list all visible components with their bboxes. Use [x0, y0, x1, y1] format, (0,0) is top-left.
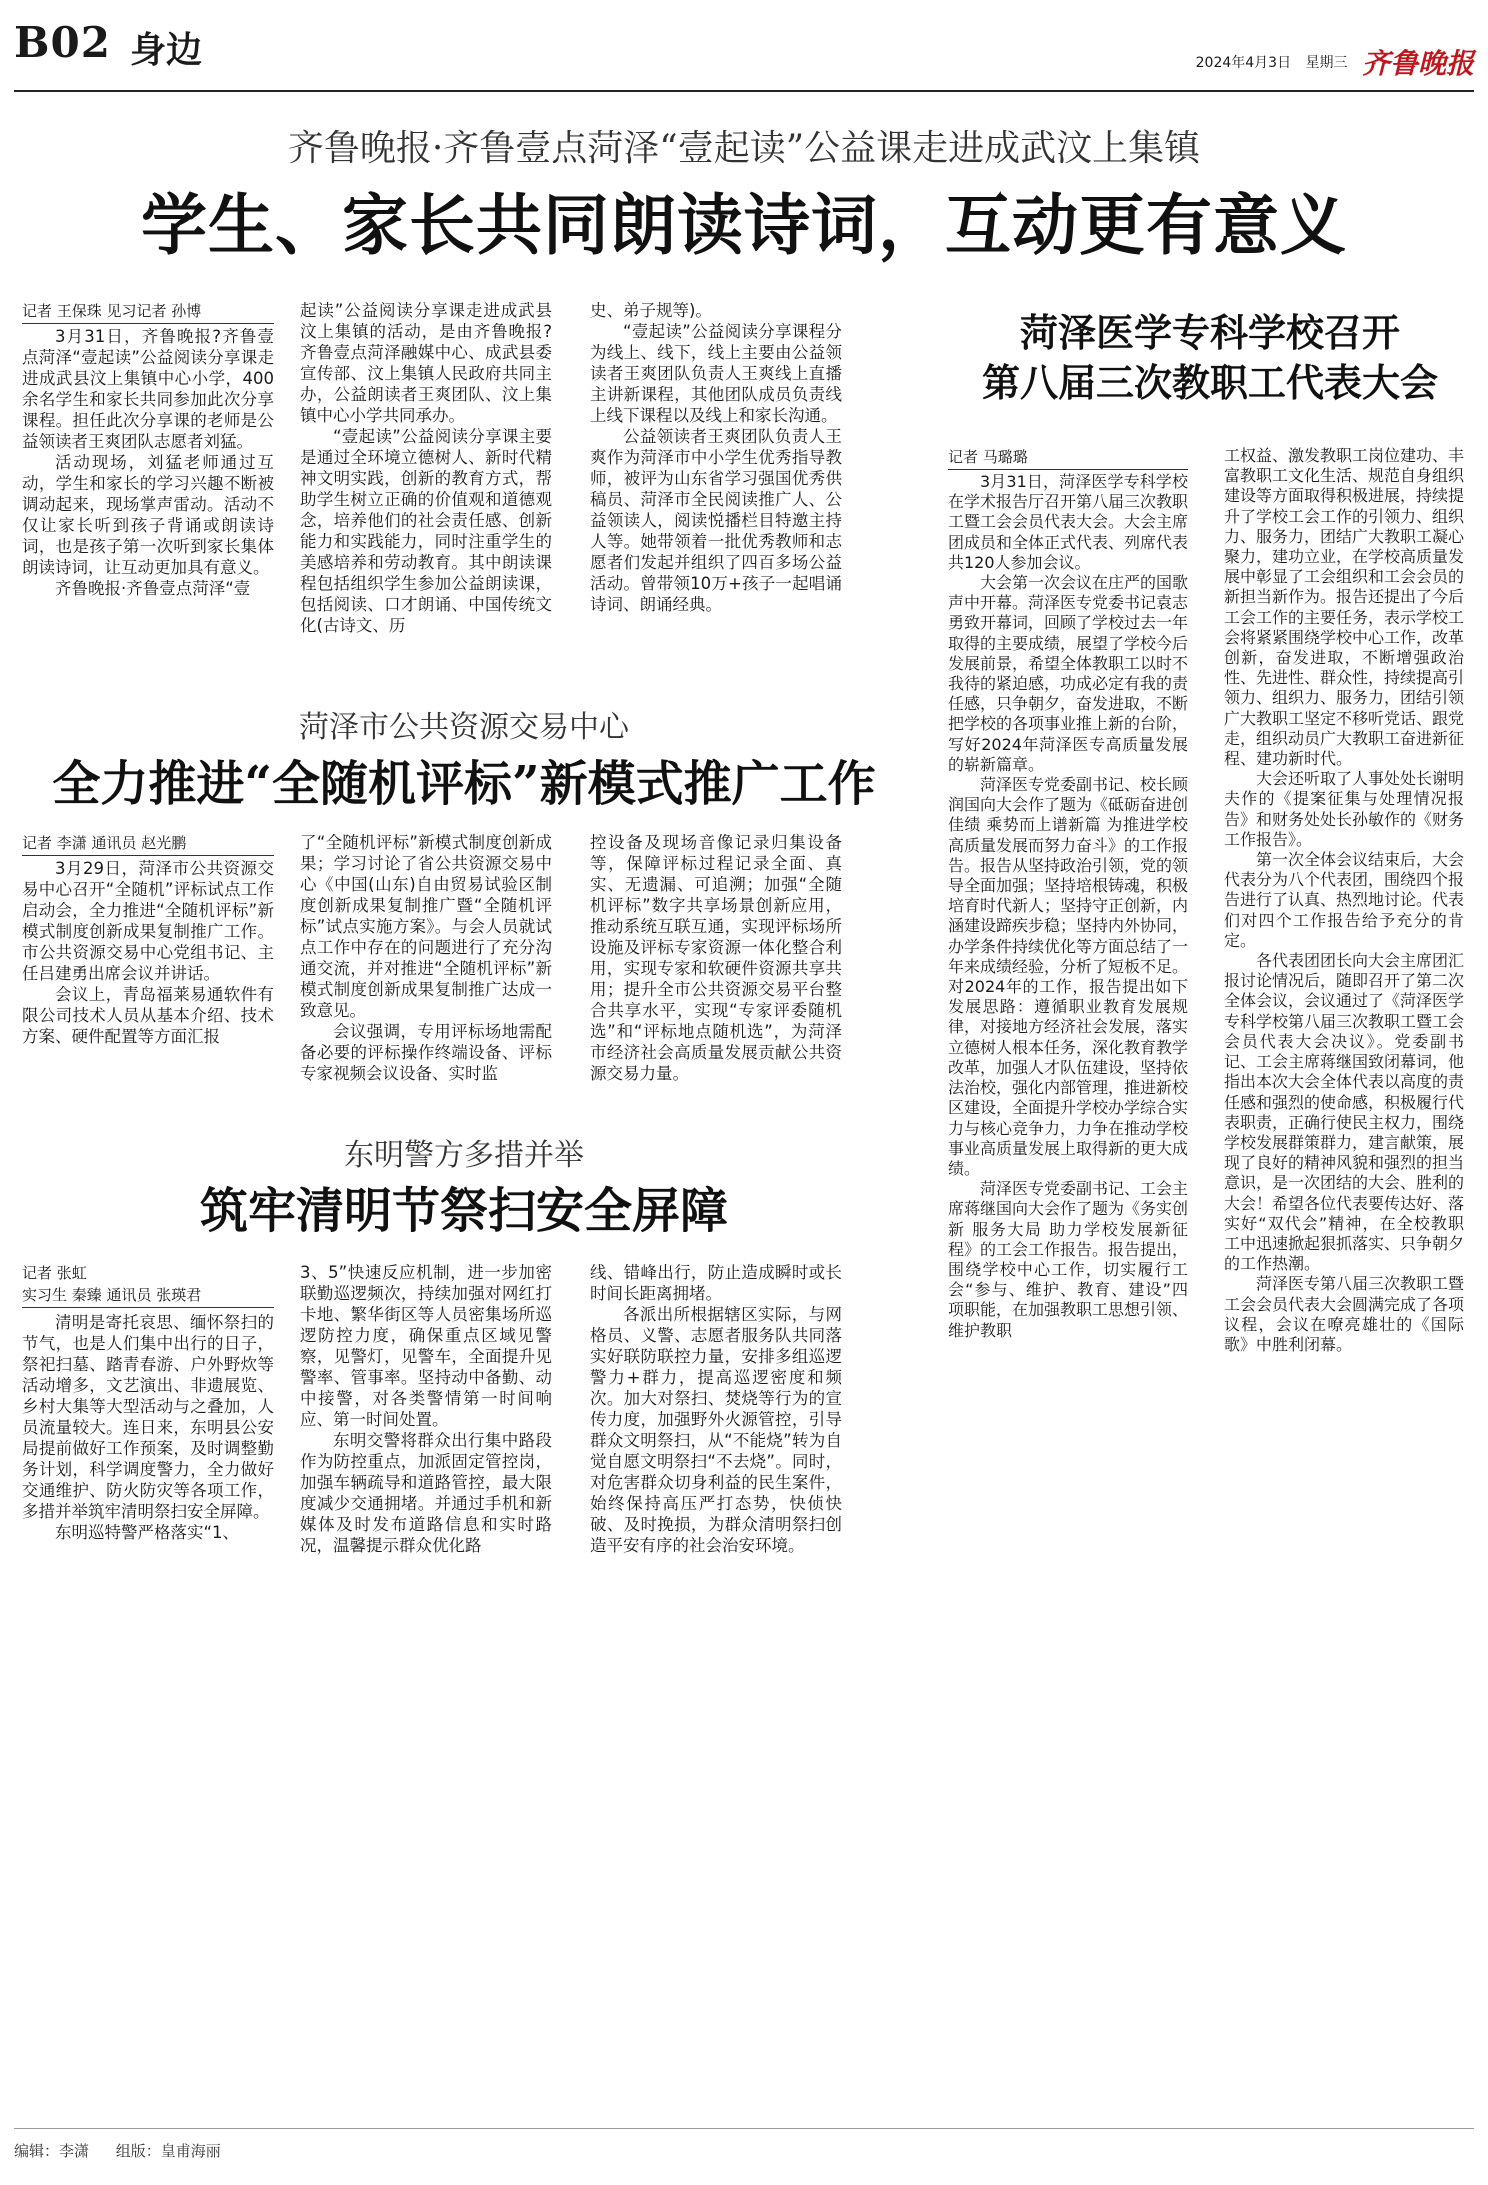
masthead-logo: 齐鲁晚报 [1361, 47, 1474, 80]
article4-col1: 3月31日，菏泽医学专科学校在学术报告厅召开第八届三次教职工暨工会会员代表大会。大会主席团成员和全体正式代表、列席代表共120人参加会议。 大会第一次会议在庄严的国歌声中开幕。菏泽医专党委书记袁志勇致开幕词，回顾了学校过去一年取得的主要成绩，展望了学校今后发展前景，希望全体教职工以时不我待的紧迫感，功成必定有我的责任感，只争朝夕，奋发进取，不断把学校的各项事业推上新的台阶，写好2024年菏泽医专高质量发展的崭新篇章。 菏泽医专党委副书记、校长顾润国向大会作了题为《砥砺奋进创佳绩 乘势而上谱新篇 为推进学校高质量发展而努力奋斗》的工作报告。报告从坚持政治引领，党的领导全面加强；坚持培根铸魂，积极培育时代新人；坚持守正创新，内涵建设蹄疾步稳；坚持内外协同，办学条件持续优化等方面总结了一年来成绩经验，分析了短板不足。对2024年的工作，报告提出如下发展思路：遵循职业教育发展规律，对接地方经济社会发展，落实立德树人根本任务，深化教育教学改革，加强人才队伍建设，坚持依法治校，强化内部管理，推进新校区建设，全面提升学校办学综合实力与核心竞争力，力争在推动学校事业高质量发展上取得新的更大成绩。 菏泽医专党委副书记、工会主席蒋继国向大会作了题为《务实创新 服务大局 助力学校发展新征程》的工会工作报告。报告提出，围绕学校中心工作，切实履行工会“参与、维护、教育、建设”四项职能，在加强教职工思想引领、维护教职 [948, 472, 1189, 1340]
article1-title: 学生、家长共同朗读诗词，互动更有意义 [141, 186, 1347, 264]
article4-col2: 工权益、激发教职工岗位建功、丰富教职工文化生活、规范自身组织建设等方面取得积极进展，持续提升了学校工会工作的引领力、组织力、服务力，团结广大教职工凝心聚力，建功立业，在学校高质量发展中彰显了工会组织和工会会员的新担当新作为。报告还提出了今后工会工作的主要任务，表示学校工会将紧紧围绕学校中心工作，改革创新，奋发进取，不断增强政治性、先进性、群众性，持续提高引领力、组织力、服务力，团结引领广大教职工坚定不移听党话、跟党走，组织动员广大教职工奋进新征程、建功新时代。 大会还听取了人事处处长谢明夫作的《提案征集与处理情况报告》和财务处处长孙敏作的《财务工作报告》。 第一次全体会议结束后，大会代表分为八个代表团，围绕四个报告进行了认真、热烈地讨论。代表们对四个工作报告给予充分的肯定。 各代表团团长向大会主席团汇报讨论情况后，随即召开了第二次全体会议，会议通过了《菏泽医学专科学校第八届三次教职工暨工会会员代表大会决议》。党委副书记、工会主席蒋继国致闭幕词，他指出本次大会全体代表以高度的责任感和强烈的使命感，积极履行代表职责，正确行使民主权力，围绕学校发展群策群力，建言献策，展现了良好的精神风貌和强烈的担当意识，是一次团结的大会、胜利的大会！希望各位代表要传达好、落实好“双代会”精神，在全校教职工中迅速掀起狠抓落实、只争朝夕的工作热潮。 菏泽医专第八届三次教职工暨工会会员代表大会圆满完成了各项议程，会议在嘹亮雄壮的《国际歌》中胜利闭幕。 [1224, 446, 1465, 1354]
article2-col1: 3月29日，菏泽市公共资源交易中心召开“全随机”评标试点工作启动会，全力推进“全随机评标”新模式制度创新成果复制推广工作。市公共资源交易中心党组书记、主任吕建勇出席会议并讲话。 会议上，青岛福莱易通软件有限公司技术人员从基本介绍、技术方案、硬件配置等方面汇报 [22, 859, 274, 1046]
article1-kicker: 齐鲁晚报·齐鲁壹点菏泽“壹起读”公益课走进成武汶上集镇 [287, 128, 1201, 169]
footer-editor: 编辑：李潇 [14, 2142, 90, 2160]
article1-byline: 记者 王保珠 见习记者 孙博 [22, 300, 274, 324]
article4-title-line1: 菏泽医学专科学校召开 [1019, 310, 1400, 355]
article2-col2: 了“全随机评标”新模式制度创新成果；学习讨论了省公共资源交易中心《中国(山东)自由贸易试验区制度创新成果复制推广暨“全随机评标”试点实施方案》。与会人员就试点工作中存在的问题进行了充分沟通交流，并对推进“全随机评标”新模式制度创新成果复制推广达成一致意见。 会议强调，专用评标场地需配备必要的评标操作终端设备、评标专家视频会议设备、实时监 [300, 833, 552, 1083]
article3-col2: 3、5”快速反应机制，进一步加密联勤巡逻频次，持续加强对网红打卡地、繁华街区等人员密集场所巡逻防控力度，确保重点区域见警察，见警灯，见警车，全面提升见警率、管事率。坚持动中备勤、动中接警，对各类警情第一时间响应、第一时间处置。 东明交警将群众出行集中路段作为防控重点，加派固定管控岗，加强车辆疏导和道路管控，最大限度减少交通拥堵。并通过手机和新媒体及时发布道路信息和实时路况，温馨提示群众优化路 [300, 1263, 552, 1555]
header-meta [1186, 42, 1474, 82]
article4-title-line2: 第八届三次教职工代表大会 [981, 360, 1438, 405]
article3-byline-reporter: 记者 张虹 [22, 1264, 87, 1282]
footer-credits [14, 2140, 221, 2161]
issue-weekday: 星期三 [1305, 55, 1348, 71]
article3-byline-intern: 实习生 秦臻 通讯员 张瑛君 [22, 1284, 274, 1308]
section-name: 身边 [130, 29, 203, 71]
article1-col2: 起读”公益阅读分享课走进成武县汶上集镇的活动，是由齐鲁晚报?齐鲁壹点菏泽融媒中心、成武县委宣传部、汶上集镇人民政府共同主办，公益朗读者王爽团队、汶上集镇中心小学共同承办。 “壹起读”公益阅读分享课主要是通过全环境立德树人、新时代精神文明实践，创新的教育方式，帮助学生树立正确的价值观和道德观念，培养他们的社会责任感、创新能力和实践能力，同时注重学生的美感培养和劳动教育。其中朗读课程包括组织学生参加公益朗读课，包括阅读、口才朗诵、中国传统文化(古诗文、历 [300, 301, 552, 635]
page-number: B02 [14, 18, 111, 67]
issue-date: 2024年4月3日 [1195, 55, 1292, 71]
footer-layout: 组版：皇甫海丽 [115, 2142, 221, 2160]
header-rule [14, 90, 1474, 92]
footer-rule [14, 2128, 1474, 2129]
article4-byline: 记者 马璐璐 [948, 446, 1188, 470]
article3-col3: 线、错峰出行，防止造成瞬时或长时间长距离拥堵。 各派出所根据辖区实际，与网格员、义警、志愿者服务队共同落实好联防联控力量，安排多组巡逻警力+群力，提高巡逻密度和频次。加大对祭扫、焚烧等行为的宣传力度，加强野外火源管控，引导群众文明祭扫，从“不能烧”转为自觉自愿文明祭扫“不去烧”。同时，对危害群众切身利益的民生案件，始终保持高压严打态势，快侦快破、及时挽损，为群众清明祭扫创造平安有序的社会治安环境。 [590, 1263, 842, 1555]
article1-col1: 3月31日，齐鲁晚报?齐鲁壹点菏泽“壹起读”公益阅读分享课走进成武县汶上集镇中心小学，400余名学生和家长共同参加此次分享课程。担任此次分享课的老师是公益领读者王爽团队志愿者刘猛。 活动现场，刘猛老师通过互动，学生和家长的学习兴趣不断被调动起来，现场掌声雷动。活动不仅让家长听到孩子背诵或朗读诗词，也是孩子第一次听到家长集体朗读诗词，让互动更加具有意义。 齐鲁晚报·齐鲁壹点菏泽“壹 [22, 327, 274, 598]
article3-title: 筑牢清明节祭扫安全屏障 [199, 1183, 728, 1239]
article3-col1: 清明是寄托哀思、缅怀祭扫的节气，也是人们集中出行的日子，祭祀扫墓、踏青春游、户外野炊等活动增多，文艺演出、非遗展览、乡村大集等大型活动与之叠加，人员流量较大。连日来，东明县公安局提前做好工作预案，及时调整勤务计划，科学调度警力，全力做好交通维护、防火防灾等各项工作，多措并举筑牢清明祭扫安全屏障。 东明巡特警严格落实“1、 [22, 1313, 274, 1542]
article2-byline: 记者 李潇 通讯员 赵光鹏 [22, 832, 274, 856]
article4-title [940, 308, 1480, 408]
article2-col3: 控设备及现场音像记录归集设备等，保障评标过程记录全面、真实、无遗漏、可追溯；加强“全随机评标”数字共享场景创新应用，推动系统互联互通，实现评标场所设施及评标专家资源一体化整合利用，实现专家和软硬件资源共享共用；提升全市公共资源交易平台整合共享水平，实现“专家评委随机选”和“评标地点随机选”，为菏泽市经济社会高质量发展贡献公共资源交易力量。 [590, 833, 842, 1083]
article1-col3: 史、弟子规等)。 “壹起读”公益阅读分享课程分为线上、线下，线上主要由公益领读者王爽团队负责人王爽线上直播主讲新课程，其他团队成员负责线上线下课程以及线上和家长沟通。 公益领读者王爽团队负责人王爽作为菏泽市中小学生优秀指导教师，被评为山东省学习强国优秀供稿员、菏泽市全民阅读推广人、公益领读人，阅读悦播栏目特邀主持人等。她带领着一批优秀教师和志愿者们发起并组织了四百多场公益活动。曾带领10万+孩子一起唱诵诗词、朗诵经典。 [590, 301, 842, 614]
article3-kicker: 东明警方多措并举 [344, 1138, 584, 1173]
article2-title: 全力推进“全随机评标”新模式推广工作 [52, 756, 876, 812]
article2-kicker: 菏泽市公共资源交易中心 [299, 710, 629, 745]
